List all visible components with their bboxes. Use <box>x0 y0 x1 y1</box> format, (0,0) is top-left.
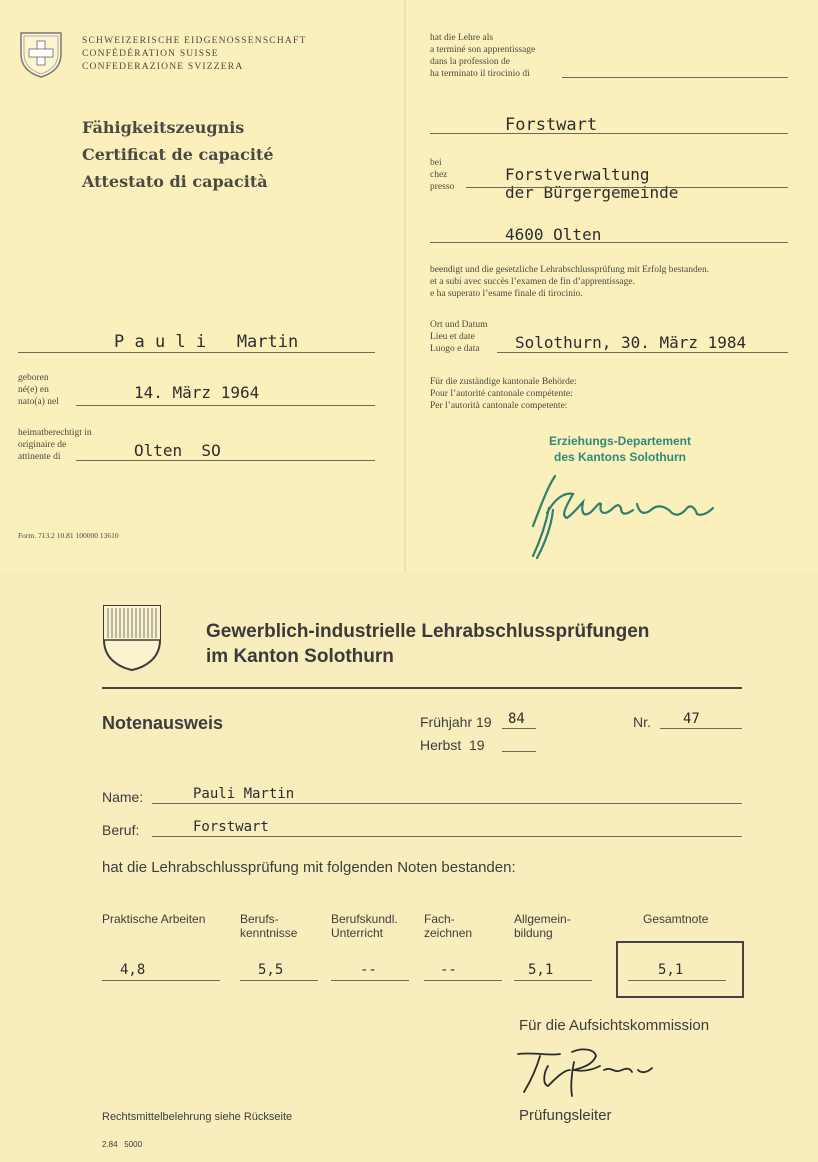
employer-label-fr: chez <box>430 170 448 180</box>
authority-label-de: Für die zuständige kantonale Behörde: <box>430 377 577 387</box>
place-date-label-de: Ort und Datum <box>430 320 488 330</box>
origin-line <box>76 460 375 461</box>
swiss-cross-emblem <box>18 30 64 83</box>
grade-label-text: zeichnen <box>424 926 473 940</box>
autumn-line <box>502 751 536 752</box>
title-fr: Certificat de capacité <box>82 145 274 164</box>
employer-line-1: Forstverwaltung <box>505 165 650 184</box>
title-de: Fähigkeitszeugnis <box>82 118 245 137</box>
origin-label-it: attinente di <box>18 452 61 462</box>
grade-label-text: kenntnisse <box>240 926 298 940</box>
grade-praktische-value: 4,8 <box>120 962 146 978</box>
form-note: Form. 713.2 10.81 100000 13610 <box>18 531 119 540</box>
grade-allgemeinbildung-label <box>514 912 571 940</box>
exam-leader-signature <box>514 1040 664 1105</box>
apprentice-line <box>562 77 788 78</box>
grade-label-text: Berufs- <box>240 912 279 926</box>
employer-value <box>505 166 678 202</box>
grade-label-text: Praktische Arbeiten <box>102 912 206 926</box>
grade-fachzeichnen-value: -- <box>440 962 457 978</box>
spring-line <box>502 728 536 729</box>
authority-label <box>430 376 577 412</box>
place-date-line <box>497 352 788 353</box>
department-line-2: des Kantons Solothurn <box>554 450 686 464</box>
name-value: Pauli Martin <box>193 786 295 802</box>
transcript-header <box>206 619 649 669</box>
origin-label-fr: originaire de <box>18 440 67 450</box>
authority-label-it: Per l’autorità cantonale competente: <box>430 401 568 411</box>
place-date-value: Solothurn, 30. März 1984 <box>515 333 747 352</box>
job-label: Beruf: <box>102 822 140 838</box>
born-label-it: nato(a) nel <box>18 397 59 407</box>
job-value-line <box>152 836 742 837</box>
born-label-de: geboren <box>18 373 49 383</box>
header-line-2: im Kanton Solothurn <box>206 646 394 667</box>
grade-label-text: Unterricht <box>331 926 384 940</box>
grade-line <box>240 980 318 981</box>
grade-praktische-label <box>102 912 205 926</box>
apprentice-label-fr2: dans la profession de <box>430 57 510 67</box>
grade-label-text: Berufskundl. <box>331 912 398 926</box>
title-it: Attestato di capacità <box>82 172 268 191</box>
remedy-note: Rechtsmittelbelehrung siehe Rückseite <box>102 1111 293 1123</box>
grade-line <box>424 980 502 981</box>
confederation-it: CONFEDERAZIONE SVIZZERA <box>82 62 244 72</box>
transcript-title: Notenausweis <box>102 713 224 733</box>
employer-label-de: bei <box>430 158 442 168</box>
nr-label: Nr. <box>633 714 651 730</box>
passed-text-de: beendigt und die gesetzliche Lehrabschlussprüfung mit Erfolg bestanden. <box>430 265 710 275</box>
city-line <box>430 242 788 243</box>
header-line-1: Gewerblich-industrielle Lehrabschlussprüfungen <box>206 621 650 642</box>
job-value: Forstwart <box>193 819 269 835</box>
holder-name: P a u l i Martin <box>114 332 299 352</box>
born-value: 14. März 1964 <box>134 383 260 402</box>
born-label-fr: né(e) en <box>18 385 49 395</box>
origin-label <box>18 427 92 463</box>
apprentice-label-de: hat die Lehre als <box>430 33 494 43</box>
name-value-line <box>152 803 742 804</box>
grade-allgemeinbildung-value: 5,1 <box>528 962 554 978</box>
born-label <box>18 372 59 408</box>
grade-line <box>331 980 409 981</box>
profession-line <box>430 133 788 134</box>
statement: hat die Lehrabschlussprüfung mit folgenden Noten bestanden: <box>102 859 516 876</box>
department-signature <box>525 468 725 568</box>
autumn-label: Herbst 19 <box>420 737 485 753</box>
confederation-heading <box>82 35 382 74</box>
spring-label: Frühjahr 19 <box>420 714 492 730</box>
department-stamp <box>520 433 720 465</box>
employer-rule <box>466 187 788 188</box>
born-line <box>76 405 375 406</box>
grade-fachzeichnen-label <box>424 912 472 940</box>
grade-label-text: Allgemein- <box>514 912 571 926</box>
grade-berufskundl-value: -- <box>360 962 377 978</box>
header-divider <box>102 687 742 689</box>
spring-value: 84 <box>508 711 525 727</box>
employer-label-it: presso <box>430 182 455 192</box>
place-date-label-it: Luogo e data <box>430 344 480 354</box>
authority-label-fr: Pour l’autorité cantonale compétente: <box>430 389 573 399</box>
grade-berufskundl-label <box>331 912 398 940</box>
print-note: 2.84 5000 <box>102 1140 143 1149</box>
grade-label-text: Fach- <box>424 912 455 926</box>
solothurn-coat-of-arms <box>102 604 162 677</box>
nr-line <box>660 728 742 729</box>
grade-berufskenntnisse-label <box>240 912 297 940</box>
exam-leader-label: Prüfungsleiter <box>519 1107 612 1124</box>
total-grade-value: 5,1 <box>658 962 684 978</box>
confederation-de: SCHWEIZERISCHE EIDGENOSSENSCHAFT <box>82 36 307 46</box>
fold-line <box>404 0 406 572</box>
confederation-fr: CONFÉDÉRATION SUISSE <box>82 49 219 59</box>
employer-label <box>430 157 454 193</box>
total-grade-label: Gesamtnote <box>643 912 709 926</box>
grade-label-text: bildung <box>514 926 553 940</box>
name-line <box>18 352 375 353</box>
grade-line <box>102 980 220 981</box>
certificate-titles <box>82 114 382 195</box>
apprentice-label-it: ha terminato il tirocinio di <box>430 69 530 79</box>
place-date-label <box>430 319 488 355</box>
employer-city: 4600 Olten <box>505 225 602 244</box>
apprentice-label <box>430 32 535 80</box>
department-line-1: Erziehungs-Departement <box>548 434 692 448</box>
apprentice-label-fr1: a terminé son apprentissage <box>430 45 536 55</box>
grade-berufskenntnisse-value: 5,5 <box>258 962 284 978</box>
passed-text-fr: et a subi avec succès l’examen de fin d’apprentissage. <box>430 277 635 287</box>
profession-value: Forstwart <box>505 115 598 135</box>
place-date-label-fr: Lieu et date <box>430 332 475 342</box>
nr-value: 47 <box>683 711 700 727</box>
passed-text-it: e ha superato l’esame finale di tirocinio. <box>430 289 583 299</box>
passed-text <box>430 264 800 300</box>
name-label: Name: <box>102 789 144 805</box>
commission-label: Für die Aufsichtskommission <box>519 1017 710 1034</box>
total-grade-line <box>628 980 726 981</box>
origin-value: Olten SO <box>134 441 221 460</box>
employer-line-2: der Bürgergemeinde <box>505 183 679 202</box>
origin-label-de: heimatberechtigt in <box>18 428 92 438</box>
grade-line <box>514 980 592 981</box>
